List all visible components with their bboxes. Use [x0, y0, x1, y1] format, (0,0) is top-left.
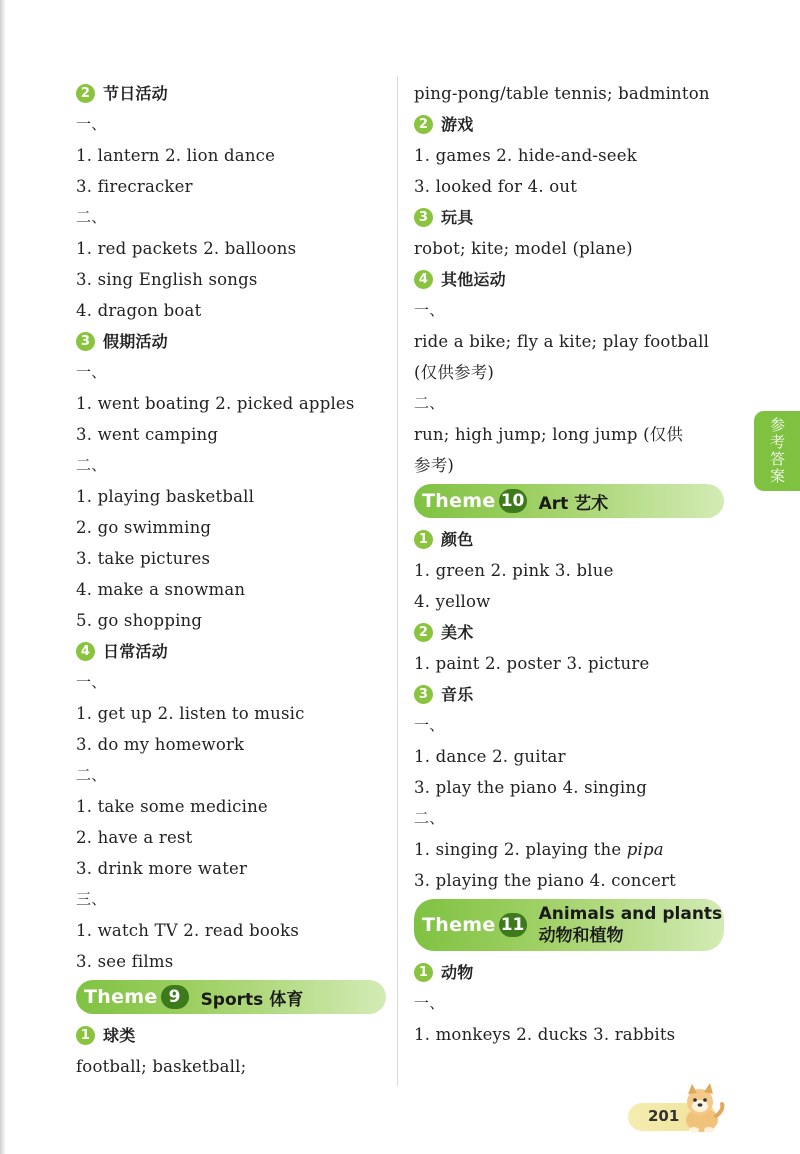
section-heading [414, 524, 724, 555]
answer-line: 1. playing basketball [76, 487, 255, 506]
section-number-icon: 3 [414, 685, 433, 704]
section-number-icon: 1 [76, 1026, 95, 1045]
section-heading-text: 玩具 [441, 208, 474, 227]
section-heading [414, 264, 724, 295]
theme-number-badge: 9 [161, 985, 189, 1009]
theme-title-line: 动物和植物 [538, 926, 624, 946]
section-heading [76, 636, 386, 667]
answer-line: 参考) [414, 456, 455, 475]
theme-title-line: Animals and plants [538, 904, 723, 924]
answer-line: robot; kite; model (plane) [414, 239, 633, 258]
answer-line: 1. watch TV 2. read books [76, 921, 300, 940]
answer-line [414, 834, 724, 865]
section-heading-text: 美术 [441, 623, 474, 642]
answer-line: 4. yellow [414, 592, 491, 611]
page-number: 201 [648, 1107, 680, 1125]
theme-label: Theme [422, 914, 496, 936]
answer-line: 3. went camping [76, 425, 219, 444]
answer-line: 3. playing the piano 4. concert [414, 871, 676, 890]
section-number-icon: 1 [414, 530, 433, 549]
section-heading-text: 球类 [103, 1026, 136, 1045]
answer-line: 1. take some medicine [76, 797, 268, 816]
section-heading-text: 动物 [441, 963, 474, 982]
section-heading [76, 326, 386, 357]
answer-line: 1. green 2. pink 3. blue [414, 561, 614, 580]
page-edge-shadow [0, 0, 6, 1154]
column-divider [397, 76, 398, 1086]
subsection-marker: 一、 [414, 716, 445, 734]
answer-line: 3. do my homework [76, 735, 245, 754]
section-number-icon: 3 [414, 208, 433, 227]
section-number-icon: 2 [414, 623, 433, 642]
answer-line: 2. go swimming [76, 518, 212, 537]
section-heading [414, 202, 724, 233]
answer-line: 3. firecracker [76, 177, 193, 196]
subsection-marker: 一、 [76, 115, 107, 133]
left-column [76, 78, 386, 1082]
section-number-icon: 4 [76, 642, 95, 661]
section-heading [414, 109, 724, 140]
subsection-marker: 一、 [76, 363, 107, 381]
section-heading-text: 日常活动 [103, 642, 168, 661]
subsection-marker: 二、 [76, 456, 107, 474]
section-heading-text: 假期活动 [103, 332, 168, 351]
answer-line: 1. went boating 2. picked apples [76, 394, 355, 413]
answer-line: 1. monkeys 2. ducks 3. rabbits [414, 1025, 676, 1044]
answer-italic-word: pipa [626, 840, 664, 859]
section-number-icon: 2 [414, 115, 433, 134]
subsection-marker: 一、 [414, 994, 445, 1012]
section-heading-text: 音乐 [441, 685, 474, 704]
theme-banner [76, 980, 386, 1014]
answer-line: (仅供参考) [414, 363, 495, 382]
theme-banner [414, 899, 724, 951]
answer-line: 1. red packets 2. balloons [76, 239, 297, 258]
section-number-icon: 3 [76, 332, 95, 351]
section-number-icon: 4 [414, 270, 433, 289]
answer-line: 1. dance 2. guitar [414, 747, 566, 766]
answer-line: 1. lantern 2. lion dance [76, 146, 276, 165]
section-heading [414, 617, 724, 648]
answer-line: 3. play the piano 4. singing [414, 778, 647, 797]
subsection-marker: 一、 [414, 301, 445, 319]
section-number-icon: 1 [414, 963, 433, 982]
theme-number-badge: 11 [499, 913, 527, 937]
answer-line: 3. sing English songs [76, 270, 258, 289]
answer-text: 1. singing 2. playing the [414, 840, 627, 859]
answer-line: 3. see films [76, 952, 174, 971]
section-heading-text: 节日活动 [103, 84, 168, 103]
puppy-mascot-icon [678, 1082, 726, 1134]
theme-number-badge: 10 [499, 489, 527, 513]
answer-line: 5. go shopping [76, 611, 203, 630]
subsection-marker: 三、 [76, 890, 107, 908]
subsection-marker: 二、 [76, 208, 107, 226]
side-tab-answers: 参考答案 [754, 411, 800, 491]
answer-line: ping-pong/table tennis; badminton [414, 84, 710, 103]
section-heading-text: 其他运动 [441, 270, 506, 289]
right-column [414, 78, 724, 1050]
answer-line: 3. drink more water [76, 859, 248, 878]
section-heading [414, 957, 724, 988]
subsection-marker: 二、 [414, 809, 445, 827]
answer-line: 1. get up 2. listen to music [76, 704, 305, 723]
theme-title: Art 艺术 [538, 493, 609, 514]
theme-banner [414, 484, 724, 518]
section-heading [76, 78, 386, 109]
answer-line: football; basketball; [76, 1057, 247, 1076]
answer-line: ride a bike; fly a kite; play football [414, 332, 710, 351]
section-heading-text: 游戏 [441, 115, 474, 134]
section-heading-text: 颜色 [441, 530, 474, 549]
answer-line: 1. paint 2. poster 3. picture [414, 654, 650, 673]
section-heading [76, 1020, 386, 1051]
subsection-marker: 二、 [414, 394, 445, 412]
answer-line: 4. dragon boat [76, 301, 202, 320]
answer-line: run; high jump; long jump (仅供 [414, 425, 684, 444]
section-heading [414, 679, 724, 710]
theme-title: Sports 体育 [200, 989, 304, 1010]
theme-label: Theme [422, 490, 496, 512]
theme-title [539, 903, 723, 947]
section-number-icon: 2 [76, 84, 95, 103]
answer-line: 1. games 2. hide-and-seek [414, 146, 637, 165]
answer-line: 3. take pictures [76, 549, 211, 568]
theme-label: Theme [84, 986, 158, 1008]
answer-line: 2. have a rest [76, 828, 193, 847]
subsection-marker: 一、 [76, 673, 107, 691]
answer-line: 4. make a snowman [76, 580, 246, 599]
subsection-marker: 二、 [76, 766, 107, 784]
answer-line: 3. looked for 4. out [414, 177, 578, 196]
